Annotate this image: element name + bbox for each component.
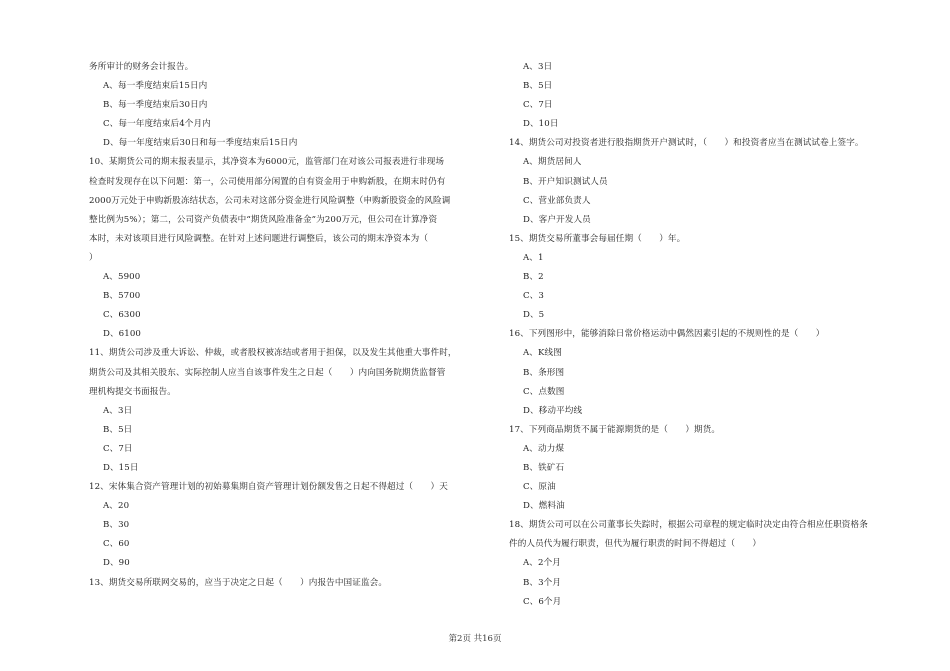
answer-option: C、营业部负责人 (523, 195, 591, 206)
answer-option: D、每一年度结束后30日和每一季度结束后15日内 (103, 138, 298, 149)
answer-option: A、1 (523, 252, 544, 263)
answer-option: D、移动平均线 (523, 405, 583, 416)
answer-option: A、动力煤 (523, 443, 565, 454)
answer-option: C、60 (103, 539, 130, 550)
answer-option: C、6300 (103, 310, 141, 321)
answer-option: C、3 (523, 291, 544, 302)
question-text-line: 件的人员代为履行职责，但代为履行职责的时间不得超过（ ） (509, 539, 762, 550)
answer-option: B、5700 (103, 291, 141, 302)
answer-option: A、3日 (523, 62, 553, 72)
right-column (509, 58, 869, 612)
answer-option: D、客户开发人员 (523, 214, 591, 225)
answer-option: D、15日 (103, 462, 139, 473)
left-column (89, 58, 489, 593)
answer-option: B、铁矿石 (523, 462, 565, 473)
answer-option: B、2 (523, 272, 544, 283)
answer-option: A、5900 (103, 272, 141, 283)
answer-option: D、90 (103, 558, 130, 569)
answer-option: B、条形图 (523, 367, 565, 378)
answer-option: D、5 (523, 310, 545, 321)
question-text-line: 10、某期货公司的期末报表显示，其净资本为6000元，监管部门在对该公司报表进行非现场 (89, 157, 445, 168)
question-text-line: 18、期货公司可以在公司董事长失踪时，根据公司章程的规定临时决定由符合相应任职资格条 (509, 520, 868, 531)
question-text-line: 2000万元处于申购新股冻结状态，公司未对这部分资金进行风险调整（申购新股资金的风险调 (89, 195, 451, 206)
answer-option: C、7日 (523, 100, 553, 111)
answer-option: D、10日 (523, 119, 559, 130)
answer-option: B、5日 (103, 424, 133, 435)
question-text-line: 16、下列图形中，能够消除日常价格运动中偶然因素引起的不规则性的是（ ） (509, 329, 825, 340)
question-text-line: 整比例为5%）；第二，公司资产负债表中“期货风险准备金”为200万元，但公司在计算净资 (89, 214, 438, 225)
answer-option: A、2个月 (523, 558, 561, 569)
answer-option: C、点数图 (523, 386, 565, 397)
answer-option: B、开户知识测试人员 (523, 176, 608, 187)
question-text-line: 期货公司及其相关股东、实际控制人应当自该事件发生之日起（ ）内向国务院期货监督管 (89, 367, 446, 378)
answer-option: A、每一季度结束后15日内 (103, 81, 208, 92)
question-text-line: 务所审计的财务会计报告。 (89, 62, 194, 72)
answer-option: A、3日 (103, 405, 133, 416)
answer-option: A、K线图 (523, 348, 562, 359)
answer-option: C、7日 (103, 443, 133, 454)
answer-option: B、每一季度结束后30日内 (103, 100, 208, 111)
answer-option: A、20 (103, 501, 130, 512)
question-text-line: 15、期货交易所董事会每届任期（ ）年。 (509, 233, 686, 244)
question-text-line: 17、下列商品期货不属于能源期货的是（ ）期货。 (509, 424, 721, 435)
answer-option: B、3个月 (523, 577, 562, 588)
answer-option: B、30 (103, 520, 130, 531)
answer-option: C、原油 (523, 482, 556, 493)
answer-option: D、燃料油 (523, 501, 565, 512)
answer-option: A、期货居间人 (523, 157, 582, 168)
question-text-line: 14、期货公司对投资者进行股指期货开户测试时，（ ）和投资者应当在测试试卷上签字。 (509, 138, 864, 149)
answer-option: C、6个月 (523, 596, 562, 607)
answer-option: D、6100 (103, 329, 141, 340)
question-text-line: 13、期货交易所联网交易的，应当于决定之日起（ ）内报告中国证监会。 (89, 577, 388, 588)
page-footer: 第2页 共16页 (448, 634, 502, 644)
question-text-line: 理机构提交书面报告。 (89, 386, 176, 397)
answer-option: B、5日 (523, 81, 553, 92)
question-text-line: 本时，未对该项目进行风险调整。在针对上述问题进行调整后，该公司的期末净资本为（ (89, 233, 429, 244)
question-text-line: 检查时发现存在以下问题：第一，公司使用部分闲置的自有资金用于申购新股，在期末时仍有 (89, 176, 446, 187)
answer-option: C、每一年度结束后4个月内 (103, 119, 211, 130)
question-text-line: ） (89, 252, 98, 263)
question-text-line: 12、宋体集合资产管理计划的初始募集期自资产管理计划份额发售之日起不得超过（ ）天 (89, 482, 448, 493)
question-text-line: 11、期货公司涉及重大诉讼、仲裁，或者股权被冻结或者用于担保，以及发生其他重大事件时， (89, 348, 457, 359)
